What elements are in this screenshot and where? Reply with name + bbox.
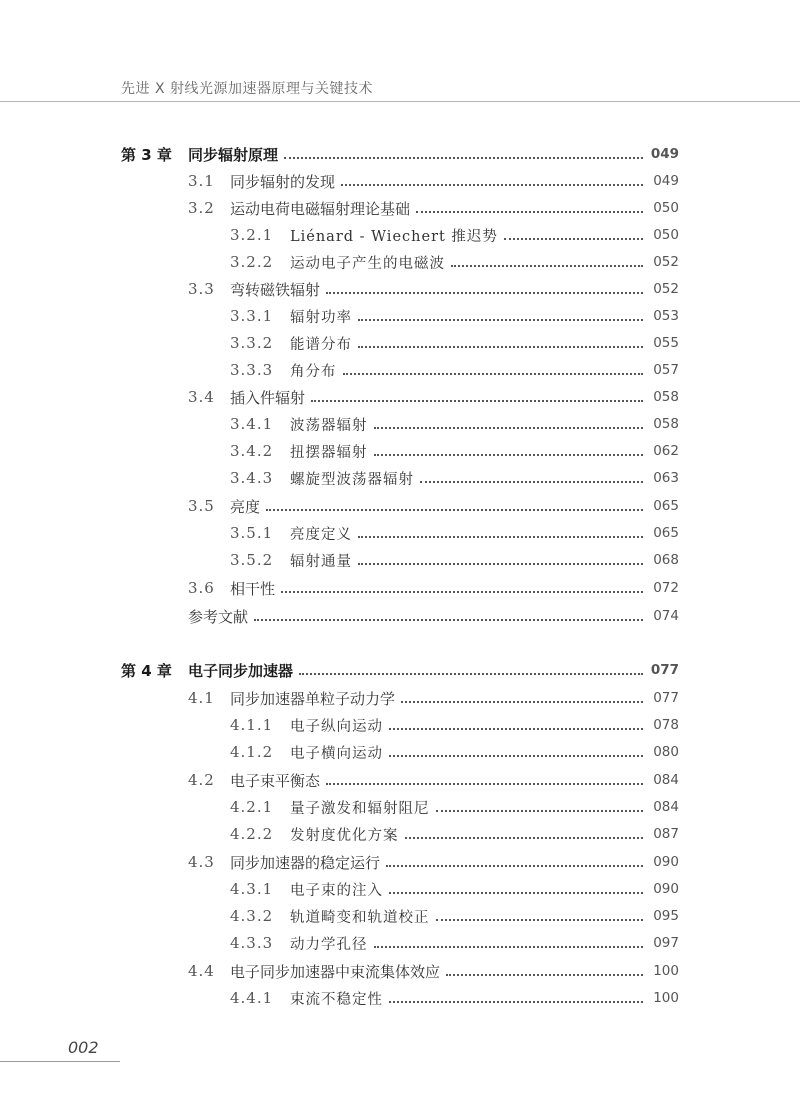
dot-leader <box>374 945 644 948</box>
subsection-title: 波荡器辐射 <box>290 417 368 434</box>
dot-leader <box>358 562 643 565</box>
page-number: 080 <box>653 744 679 760</box>
page-number: 049 <box>650 146 679 162</box>
page-number: 050 <box>653 200 679 216</box>
toc-subsection-3-4-3[interactable] <box>230 466 679 490</box>
subsection-title: 能谱分布 <box>290 336 352 353</box>
footer-divider <box>0 1061 120 1062</box>
page-number: 058 <box>653 416 679 432</box>
toc-section-3-2[interactable] <box>188 196 679 220</box>
dot-leader <box>389 1000 643 1003</box>
page-number: 065 <box>653 525 679 541</box>
page-number: 058 <box>653 389 679 405</box>
toc-subsection-4-3-2[interactable] <box>230 904 679 928</box>
page-number: 049 <box>653 173 679 189</box>
section-number: 3.6 <box>188 579 215 597</box>
subsection-number: 3.5.1 <box>230 524 274 542</box>
toc-section-3-5[interactable] <box>188 494 679 518</box>
chapter-number: 第 4 章 <box>121 661 172 680</box>
subsection-number: 3.4.2 <box>230 442 274 460</box>
subsection-number: 3.4.1 <box>230 415 274 433</box>
page-number: 072 <box>653 580 679 596</box>
dot-leader <box>343 372 644 375</box>
chapter-number: 第 3 章 <box>121 145 172 164</box>
subsection-number: 4.3.2 <box>230 907 274 925</box>
toc-subsection-3-3-3[interactable] <box>230 358 679 382</box>
dot-leader <box>386 864 643 867</box>
toc-subsection-4-2-2[interactable] <box>230 822 679 846</box>
dot-leader <box>266 508 643 511</box>
dot-leader <box>405 836 644 839</box>
page-number: 062 <box>653 443 679 459</box>
dot-leader <box>254 618 643 621</box>
dot-leader <box>374 426 644 429</box>
dot-leader <box>389 727 643 730</box>
dot-leader <box>451 264 643 267</box>
running-header-title: 先进 X 射线光源加速器原理与关键技术 <box>121 81 373 97</box>
page-number: 077 <box>653 690 679 706</box>
toc-section-3-4[interactable] <box>188 385 679 409</box>
subsection-title: 角分布 <box>290 363 337 380</box>
toc-subsection-4-3-1[interactable] <box>230 877 679 901</box>
section-number: 3.1 <box>188 172 215 190</box>
subsection-title: Liénard - Wiechert 推迟势 <box>290 228 498 245</box>
page-number: 077 <box>650 662 679 678</box>
section-number: 4.2 <box>188 771 215 789</box>
toc-chapter-4[interactable] <box>121 658 679 682</box>
toc-subsection-4-1-2[interactable] <box>230 740 679 764</box>
toc-section-4-3[interactable] <box>188 850 679 874</box>
page-number: 074 <box>653 608 679 624</box>
section-title: 亮度 <box>230 497 261 516</box>
subsection-title: 电子横向运动 <box>290 745 383 762</box>
subsection-title: 量子激发和辐射阻尼 <box>290 800 430 817</box>
chapter-title: 同步辐射原理 <box>188 145 279 164</box>
section-title: 运动电荷电磁辐射理论基础 <box>230 199 411 218</box>
subsection-number: 4.2.2 <box>230 825 274 843</box>
toc-subsection-3-4-1[interactable] <box>230 412 679 436</box>
subsection-title: 动力学孔径 <box>290 936 368 953</box>
page-number: 097 <box>653 935 679 951</box>
page-number: 078 <box>653 717 679 733</box>
toc-subsection-3-4-2[interactable] <box>230 439 679 463</box>
page-number: 100 <box>653 963 679 979</box>
subsection-title: 电子束的注入 <box>290 882 383 899</box>
page-number: 090 <box>653 881 679 897</box>
toc-section-4-2[interactable] <box>188 768 679 792</box>
dot-leader <box>358 535 643 538</box>
subsection-title: 亮度定义 <box>290 526 352 543</box>
section-number: 4.1 <box>188 689 215 707</box>
chapter-title: 电子同步加速器 <box>188 661 294 680</box>
dot-leader <box>446 973 643 976</box>
section-title: 电子同步加速器中束流集体效应 <box>230 962 441 981</box>
toc-section-3-1[interactable] <box>188 169 679 193</box>
section-number: 4.3 <box>188 853 215 871</box>
subsection-title: 辐射功率 <box>290 309 352 326</box>
section-title: 同步加速器单粒子动力学 <box>230 689 396 708</box>
page-number: 087 <box>653 826 679 842</box>
toc-chapter-3[interactable] <box>121 142 679 166</box>
page-number: 100 <box>653 990 679 1006</box>
dot-leader <box>358 318 643 321</box>
dot-leader <box>299 672 643 675</box>
page-number: 090 <box>653 854 679 870</box>
subsection-number: 3.3.3 <box>230 361 274 379</box>
section-number: 3.2 <box>188 199 215 217</box>
dot-leader <box>416 210 643 213</box>
toc-references-ch3[interactable] <box>188 604 679 628</box>
section-title: 插入件辐射 <box>230 388 306 407</box>
subsection-title: 电子纵向运动 <box>290 718 383 735</box>
subsection-number: 4.1.2 <box>230 743 274 761</box>
subsection-number: 3.2.1 <box>230 226 274 244</box>
section-number: 3.4 <box>188 388 215 406</box>
section-title: 同步辐射的发现 <box>230 172 336 191</box>
dot-leader <box>389 891 643 894</box>
references-title: 参考文献 <box>188 607 249 626</box>
dot-leader <box>401 700 643 703</box>
dot-leader <box>341 183 643 186</box>
dot-leader <box>420 480 643 483</box>
page-number: 052 <box>653 281 679 297</box>
toc-subsection-4-3-3[interactable] <box>230 931 679 955</box>
toc-subsection-3-5-2[interactable] <box>230 548 679 572</box>
toc-section-3-6[interactable] <box>188 576 679 600</box>
subsection-title: 扭摆器辐射 <box>290 444 368 461</box>
dot-leader <box>436 809 644 812</box>
dot-leader <box>358 345 643 348</box>
page-number: 084 <box>653 772 679 788</box>
subsection-number: 3.3.1 <box>230 307 274 325</box>
dot-leader <box>389 754 643 757</box>
page-number: 065 <box>653 498 679 514</box>
page-number: 050 <box>653 227 679 243</box>
subsection-title: 螺旋型波荡器辐射 <box>290 471 414 488</box>
section-title: 电子束平衡态 <box>230 771 321 790</box>
dot-leader <box>326 291 643 294</box>
page-number: 068 <box>653 552 679 568</box>
toc-subsection-4-1-1[interactable] <box>230 713 679 737</box>
section-title: 同步加速器的稳定运行 <box>230 853 381 872</box>
subsection-number: 3.5.2 <box>230 551 274 569</box>
dot-leader <box>326 782 643 785</box>
section-number: 3.3 <box>188 280 215 298</box>
dot-leader <box>284 156 643 159</box>
page-number: 057 <box>653 362 679 378</box>
dot-leader <box>281 590 643 593</box>
toc-subsection-3-2-2[interactable] <box>230 250 679 274</box>
subsection-number: 4.2.1 <box>230 798 274 816</box>
subsection-number: 4.1.1 <box>230 716 274 734</box>
subsection-title: 发射度优化方案 <box>290 827 399 844</box>
page-number: 052 <box>653 254 679 270</box>
folio-page-number: 002 <box>68 1038 99 1057</box>
subsection-number: 4.3.3 <box>230 934 274 952</box>
subsection-title: 辐射通量 <box>290 553 352 570</box>
subsection-number: 3.3.2 <box>230 334 274 352</box>
toc-subsection-4-4-1[interactable] <box>230 986 679 1010</box>
toc-subsection-3-3-2[interactable] <box>230 331 679 355</box>
toc-subsection-3-3-1[interactable] <box>230 304 679 328</box>
toc-subsection-4-2-1[interactable] <box>230 795 679 819</box>
toc-subsection-3-2-1[interactable] <box>230 223 679 247</box>
subsection-number: 3.4.3 <box>230 469 274 487</box>
subsection-number: 3.2.2 <box>230 253 274 271</box>
page-number: 055 <box>653 335 679 351</box>
subsection-number: 4.3.1 <box>230 880 274 898</box>
dot-leader <box>436 918 644 921</box>
section-title: 相干性 <box>230 579 276 598</box>
toc-section-4-1[interactable] <box>188 686 679 710</box>
page-number: 095 <box>653 908 679 924</box>
page-number: 053 <box>653 308 679 324</box>
section-number: 4.4 <box>188 962 215 980</box>
page-number: 063 <box>653 470 679 486</box>
subsection-title: 轨道畸变和轨道校正 <box>290 909 430 926</box>
dot-leader <box>374 453 644 456</box>
page-number: 084 <box>653 799 679 815</box>
toc-section-4-4[interactable] <box>188 959 679 983</box>
section-number: 3.5 <box>188 497 215 515</box>
toc-subsection-3-5-1[interactable] <box>230 521 679 545</box>
subsection-number: 4.4.1 <box>230 989 274 1007</box>
dot-leader <box>504 237 643 240</box>
section-title: 弯转磁铁辐射 <box>230 280 321 299</box>
subsection-title: 运动电子产生的电磁波 <box>290 255 445 272</box>
toc-section-3-3[interactable] <box>188 277 679 301</box>
dot-leader <box>311 399 643 402</box>
subsection-title: 束流不稳定性 <box>290 991 383 1008</box>
header-divider <box>0 101 800 102</box>
